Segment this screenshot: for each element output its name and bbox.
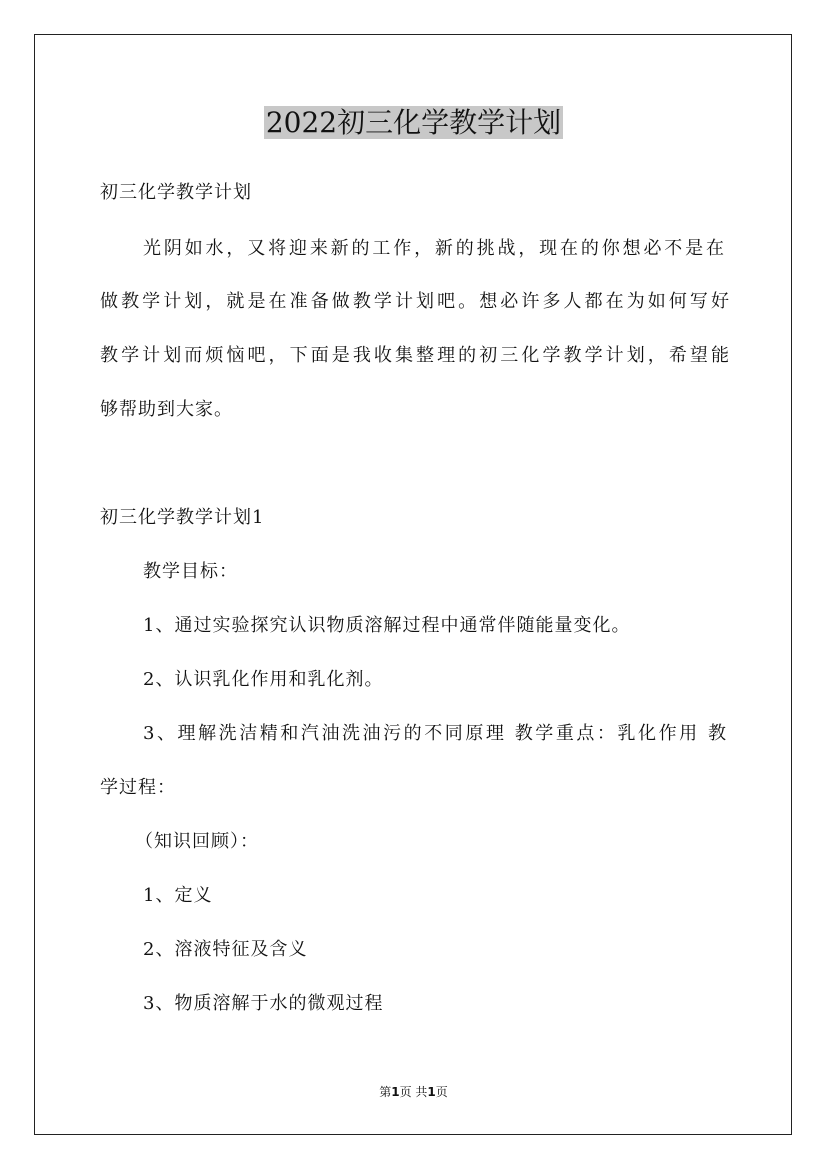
- goal-item-2: 2、认识乳化作用和乳化剂。: [143, 669, 384, 690]
- section-heading: 初三化学教学计划1: [100, 507, 265, 528]
- intro-line-1: 光阴如水，又将迎来新的工作，新的挑战，现在的你想必不是在: [143, 238, 725, 259]
- intro-line-2: 做教学计划，就是在准备做教学计划吧。想必许多人都在为如何写好: [100, 291, 730, 312]
- intro-line-3: 教学计划而烦恼吧，下面是我收集整理的初三化学教学计划，希望能: [100, 345, 730, 366]
- review-item-1: 1、定义: [143, 885, 213, 906]
- intro-line-4: 够帮助到大家。: [100, 399, 233, 420]
- page-footer: [0, 1084, 827, 1100]
- document-title-text: 2022初三化学教学计划: [265, 106, 562, 139]
- document-subtitle: 初三化学教学计划: [100, 182, 252, 203]
- footer-total-pages: 1: [427, 1085, 436, 1099]
- footer-suffix: 页: [435, 1085, 448, 1099]
- footer-current-page: 1: [391, 1085, 400, 1099]
- review-item-2: 2、溶液特征及含义: [143, 939, 308, 960]
- review-label: （知识回顾）：: [135, 831, 259, 852]
- goal-item-3-continued: 学过程：: [100, 777, 176, 798]
- goal-item-1: 1、通过实验探究认识物质溶解过程中通常伴随能量变化。: [143, 615, 631, 636]
- goal-item-3: 3、理解洗洁精和汽油洗油污的不同原理 教学重点：乳化作用 教: [143, 723, 727, 744]
- footer-prefix: 第: [379, 1085, 392, 1099]
- review-item-3: 3、物质溶解于水的微观过程: [143, 993, 384, 1014]
- document-title: [0, 103, 827, 143]
- footer-mid: 页 共: [399, 1085, 428, 1099]
- goals-label: 教学目标：: [143, 561, 238, 582]
